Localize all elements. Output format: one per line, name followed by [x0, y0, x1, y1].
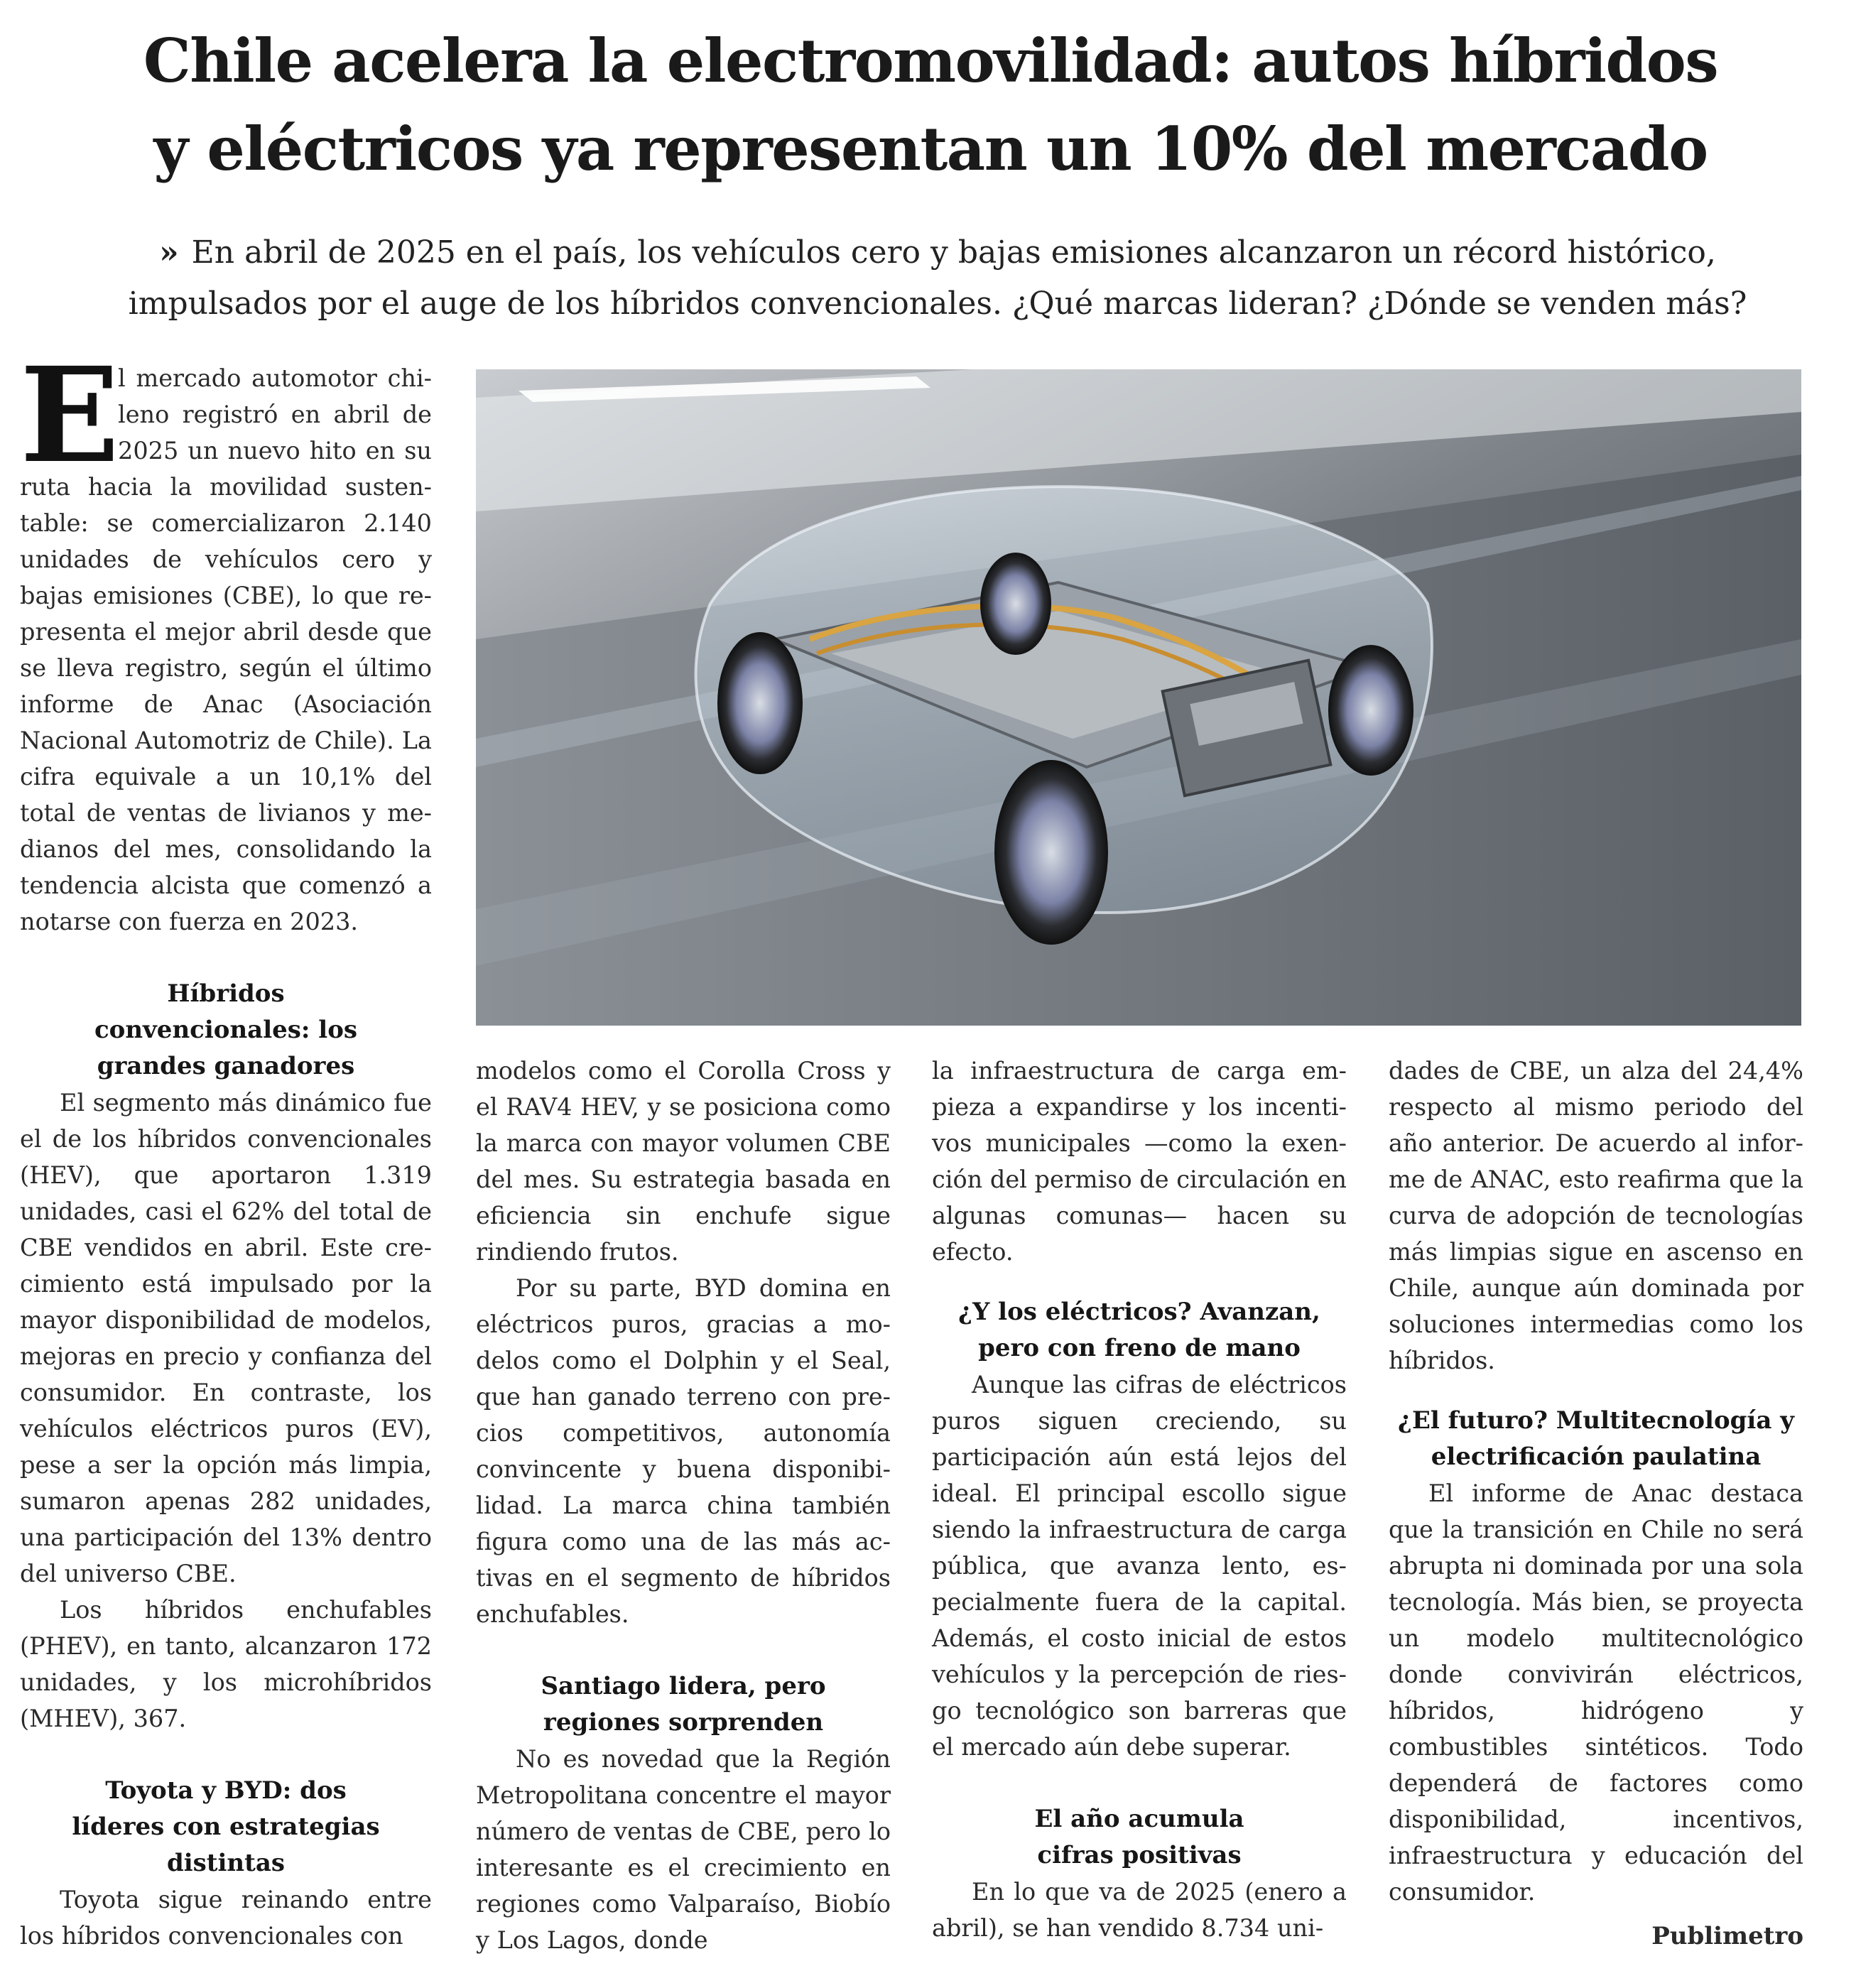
subhead-toyota-byd: Toyota y BYD: dos líderes con estrategias distintas — [72, 1776, 380, 1877]
deck-text-1: En abril de 2025 en el país, los vehículos cero y bajas emisiones alcanzaron un récord histórico, — [191, 234, 1716, 271]
column-1 — [20, 339, 432, 1954]
intro-line-2: leno registró en abril de — [118, 401, 432, 428]
paragraph-toyota-modelos: modelos como el Corolla Cross y el RAV4 HEV, y se posiciona como la marca con mayor volumen CBE del mes. Su estrategia basada en eficiencia sin enchufe sigue rindiendo frutos. — [476, 1057, 891, 1266]
deck-marker: » — [159, 234, 179, 271]
car-chassis-illustration — [476, 369, 1801, 1026]
source-credit: Publimetro — [1651, 1922, 1803, 1950]
column-4 — [1389, 1053, 1803, 1955]
subhead-santiago-lidera: Santiago lidera, pero regiones sorprenden — [541, 1672, 826, 1737]
deck — [78, 227, 1797, 330]
paragraph-region-metropolitana: No es novedad que la Región Metropolitana concentre el mayor número de ventas de CBE, pero lo interesante es el crecimiento en regiones como Valparaíso, Biobío y Los Lagos, donde — [476, 1745, 891, 1954]
paragraph-ano-2025: En lo que va de 2025 (enero a abril), se han vendido 8.734 uni- — [932, 1878, 1347, 1942]
subhead-hibridos-convencionales: Híbridos convencionales: los grandes ganadores — [94, 979, 358, 1080]
intro-line-3: 2025 un nuevo hito en su — [118, 437, 432, 465]
paragraph-toyota: Toyota sigue reinando entre los híbridos convencionales con — [20, 1886, 432, 1950]
subhead-ano-acumula: El año acumula cifras positivas — [1034, 1805, 1244, 1869]
deck-line-1 — [78, 227, 1797, 278]
paragraph-byd: Por su parte, BYD domina en eléctricos puros, gracias a modelos como el Dolphin y el Seal, que han ganado terreno con precios competitivos, autonomía convincente y buena disponibilidad. La marca china también figura como una de las más activas en el segmento de híbridos enchufables. — [476, 1274, 891, 1628]
headline-line-1: Chile acelera la electromovilidad: autos híbridos — [143, 26, 1718, 96]
paragraph-segmento-dinamico: El segmento más dinámico fue el de los híbridos convencionales (HEV), que aportaron 1.319 unidades, casi el 62% del total de CBE vendidos en abril. Este crecimiento está impulsado por la mayor disponibilidad de modelos, mejoras en precio y confianza del consumidor. En contraste, los vehículos eléctricos puros (EV), pese a ser la opción más limpia, sumaron apenas 282 unidades, una participación del 13% dentro del universo CBE. — [20, 1089, 432, 1587]
paragraph-alza-cbe: dades de CBE, un alza del 24,4% respecto al mismo periodo del año anterior. De acuerdo al informe de ANAC, esto reafirma que la curva de adopción de tecnologías más limpias sigue en ascenso en Chile, aunque aún dominada por soluciones intermedias como los híbridos. — [1389, 1057, 1803, 1374]
subhead-el-futuro: ¿El futuro? Multitecnología y electrificación paulatina — [1398, 1406, 1794, 1471]
subhead-electricos-avanzan: ¿Y los eléctricos? Avanzan, pero con freno de mano — [958, 1298, 1320, 1362]
paragraph-electricos: Aunque las cifras de eléctricos puros siguen creciendo, su participación aún está lejos del ideal. El principal escollo sigue siendo la infraestructura de carga pública, que avanza lento, especialmente fuera de la capital. Además, el costo inicial de estos vehículos y la percepción de riesgo tecnológico son barreras que el mercado aún debe superar. — [932, 1371, 1347, 1761]
dropcap: E — [20, 339, 120, 492]
intro-paragraph: ruta hacia la movilidad sustentable: se comercializaron 2.140 unidades de vehículos cero y bajas emisiones (CBE), lo que representa el mejor abril desde que se lleva registro, según el último informe de Anac (Asociación Nacional Automotriz de Chile). La cifra equivale a un 10,1% del total de ventas de livianos y medianos del mes, consolidando la tendencia alcista que comenzó a notarse con fuerza en 2023. — [20, 473, 432, 935]
paragraph-futuro: El informe de Anac destaca que la transición en Chile no será abrupta ni dominada por una sola tecnología. Más bien, se proyecta un modelo multitecnológico donde convivirán eléctricos, híbridos, hidrógeno y combustibles sintéticos. Todo dependerá de factores como disponibilidad, incentivos, infraestructura y educación del consumidor. — [1389, 1479, 1803, 1906]
column-2 — [476, 1053, 891, 1958]
car-chassis-photo — [476, 369, 1801, 1026]
headline-line-2: y eléctricos ya representan un 10% del mercado — [153, 114, 1708, 184]
paragraph-hibridos-enchufables: Los híbridos enchufables (PHEV), en tanto, alcanzaron 172 unidades, y los microhíbridos (MHEV), 367. — [20, 1596, 432, 1732]
column-3 — [932, 1053, 1347, 1946]
intro-line-1: l mercado automotor chi- — [118, 364, 432, 392]
headline — [43, 17, 1818, 193]
paragraph-infraestructura-carga: la infraestructura de carga empieza a expandirse y los incentivos municipales —como la exención del permiso de circulación en algunas comunas— hacen su efecto. — [932, 1057, 1347, 1266]
deck-line-2: impulsados por el auge de los híbridos convencionales. ¿Qué marcas lideran? ¿Dónde se venden más? — [128, 286, 1747, 322]
